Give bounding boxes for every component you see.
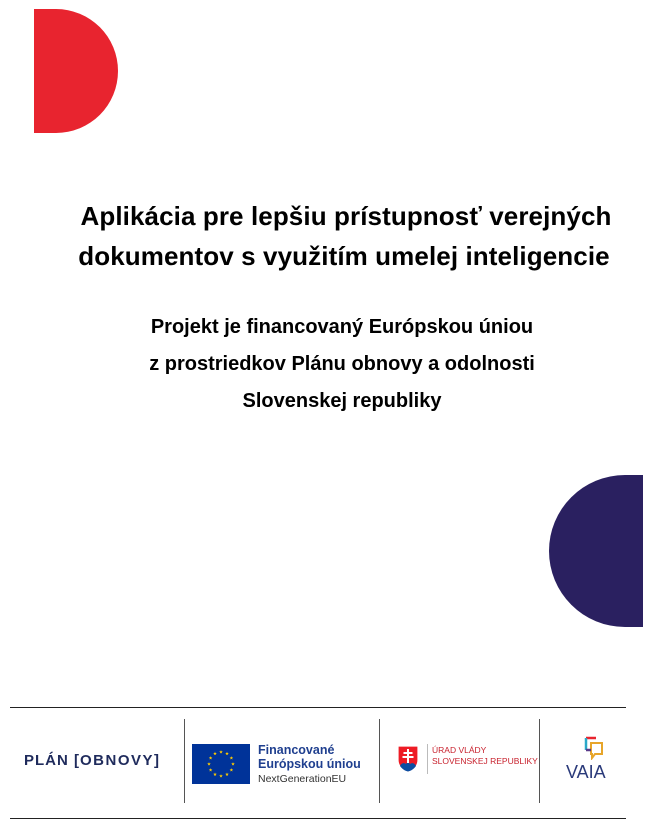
document-title [0, 196, 672, 276]
logo-separator [379, 719, 380, 803]
eu-text-line-3: NextGenerationEU [258, 773, 347, 785]
vaia-speech-bubble-icon [582, 734, 606, 760]
eu-funding-logo-text [258, 743, 361, 786]
sk-logo-divider [427, 744, 428, 774]
funding-line-3: Slovenskej republiky [242, 390, 442, 412]
logo-separator [539, 719, 540, 803]
eu-text-line-2: Európskou úniou [258, 757, 361, 771]
sk-text-line-2: SLOVENSKEJ REPUBLIKY [432, 756, 538, 766]
footer-top-rule [10, 707, 626, 708]
title-line-1: Aplikácia pre lepšiu prístupnosť verejných [80, 201, 612, 231]
eu-flag-icon [192, 744, 250, 784]
navy-half-circle-decoration [549, 475, 643, 627]
eu-text-line-1: Financované [258, 743, 335, 757]
red-half-circle-decoration [34, 9, 118, 133]
bracket-right-icon: ] [154, 752, 161, 769]
urad-vlady-logo-text [432, 745, 538, 767]
obnovy-word: OBNOVY [80, 752, 155, 769]
funding-statement [0, 309, 672, 420]
sk-text-line-1: ÚRAD VLÁDY [432, 745, 487, 755]
footer-bottom-rule [10, 818, 626, 819]
logo-separator [184, 719, 185, 803]
plan-word: PLÁN [24, 752, 69, 769]
funding-line-2: z prostriedkov Plánu obnovy a odolnosti [149, 353, 535, 375]
funding-line-1: Projekt je financovaný Európskou úniou [150, 316, 534, 338]
slovak-coat-of-arms-icon [397, 745, 419, 773]
vaia-logo-text: VAIA [566, 762, 606, 782]
plan-obnovy-logo [24, 752, 160, 769]
bracket-left-icon: [ [74, 752, 81, 769]
title-line-2: dokumentov s využitím umelej inteligencie [78, 241, 610, 271]
